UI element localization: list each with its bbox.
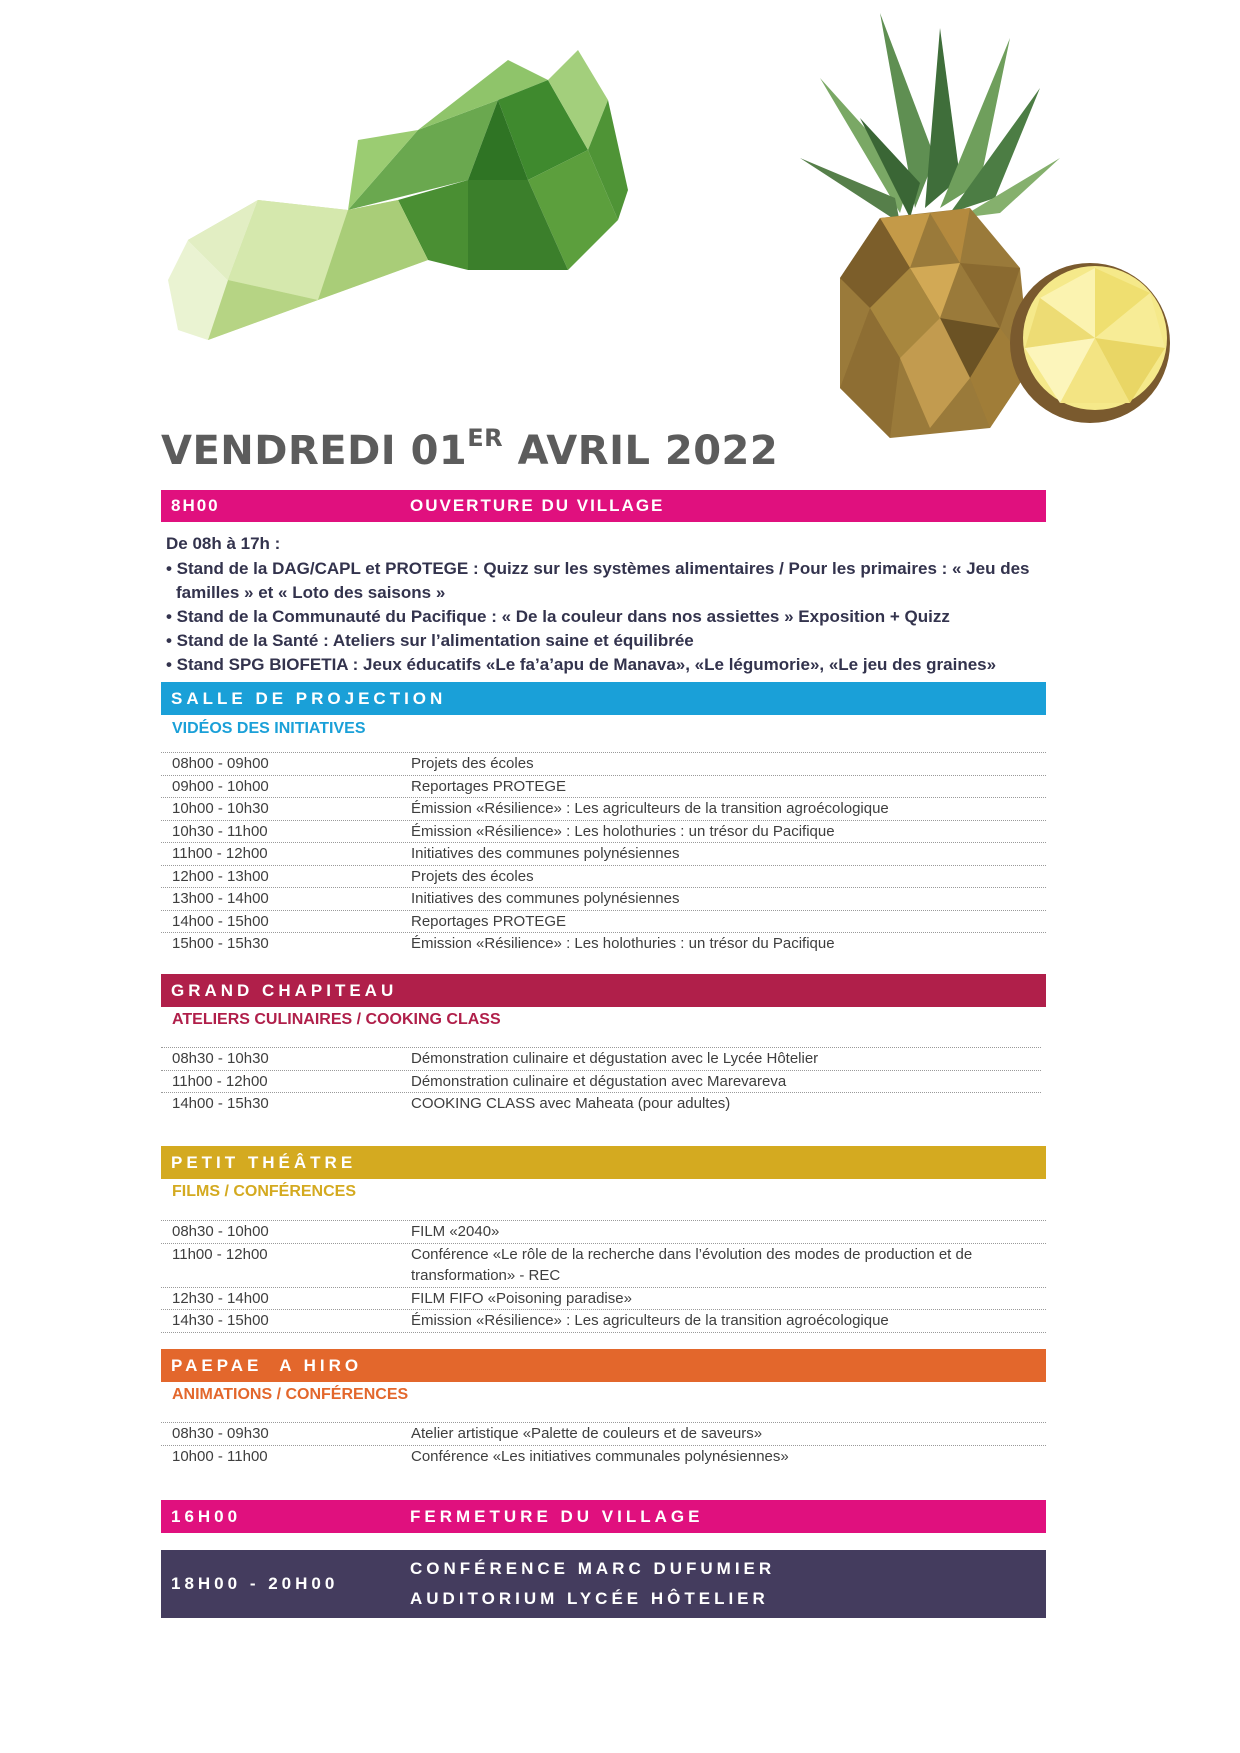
- row-desc: Projets des écoles: [411, 867, 534, 885]
- row-desc: Atelier artistique «Palette de couleurs et de saveurs»: [411, 1425, 763, 1442]
- row-time: 14h00 - 15h00: [172, 912, 269, 930]
- conference-venue: AUDITORIUM LYCÉE HÔTELIER: [410, 1589, 769, 1608]
- closing-bar: [161, 1500, 1046, 1533]
- leek-stem: [168, 200, 428, 340]
- table-row: [161, 866, 1046, 889]
- row-time: 09h00 - 10h00: [172, 777, 269, 795]
- row-time: 13h00 - 14h00: [172, 890, 269, 907]
- opening-label: OUVERTURE DU VILLAGE: [410, 496, 665, 515]
- table-row: [161, 821, 1046, 844]
- row-desc: Initiatives des communes polynésiennes: [411, 890, 680, 907]
- stand-item: • Stand de la DAG/CAPL et PROTEGE : Quizz sur les systèmes alimentaires / Pour les primaires : « Jeu des familles » et « Loto des saisons »: [166, 559, 1030, 602]
- projection-schedule: [161, 752, 1046, 955]
- table-row: [161, 933, 1046, 955]
- table-row: [161, 1220, 1046, 1244]
- conference-time: 18H00 - 20H00: [171, 1574, 339, 1593]
- stand-item: • Stand SPG BIOFETIA : Jeux éducatifs «Le fa’a’apu de Manava», «Le légumorie», «Le jeu des graines»: [166, 655, 997, 674]
- title-superscript: ER: [467, 424, 504, 452]
- table-row: [161, 1288, 1046, 1311]
- table-row: [161, 911, 1046, 934]
- row-desc: Démonstration culinaire et dégustation avec Marevareva: [411, 1072, 787, 1090]
- leek-illustration: [168, 40, 628, 350]
- title-rest: AVRIL 2022: [503, 428, 779, 474]
- row-time: 11h00 - 12h00: [172, 845, 268, 862]
- row-time: 11h00 - 12h00: [172, 1245, 268, 1263]
- row-desc: Conférence «Les initiatives communales polynésiennes»: [411, 1447, 789, 1465]
- table-row: [161, 1071, 1041, 1094]
- pineapple-body: [840, 208, 1030, 438]
- row-time: 08h00 - 09h00: [172, 755, 269, 772]
- paepae-subtitle: ANIMATIONS / CONFÉRENCES: [172, 1386, 409, 1403]
- page-title: [161, 424, 778, 474]
- table-row: [161, 843, 1046, 866]
- table-row: [161, 1093, 1041, 1115]
- table-row: [161, 1446, 1046, 1468]
- pineapple-slice: [1010, 263, 1170, 423]
- chapiteau-subtitle: ATELIERS CULINAIRES / COOKING CLASS: [172, 1011, 501, 1028]
- row-desc: Conférence «Le rôle de la recherche dans l’évolution des modes de production et de transformation» - REC: [411, 1245, 973, 1284]
- row-desc: Reportages PROTEGE: [411, 912, 567, 930]
- projection-header: [161, 682, 1046, 715]
- row-desc: FILM FIFO «Poisoning paradise»: [411, 1289, 632, 1307]
- theatre-title: PETIT THÉÂTRE: [171, 1153, 357, 1172]
- chapiteau-header: [161, 974, 1046, 1007]
- conference-title: CONFÉRENCE MARC DUFUMIER: [410, 1559, 776, 1578]
- row-desc: Émission «Résilience» : Les agriculteurs de la transition agroécologique: [411, 1312, 889, 1329]
- row-desc: Émission «Résilience» : Les agriculteurs de la transition agroécologique: [411, 800, 889, 817]
- theatre-subtitle: FILMS / CONFÉRENCES: [172, 1183, 357, 1200]
- row-time: 15h00 - 15h30: [172, 935, 269, 952]
- opening-time: 8H00: [171, 496, 220, 515]
- conference-bar: [161, 1550, 1046, 1618]
- row-time: 12h30 - 14h00: [172, 1289, 269, 1307]
- title-main: VENDREDI 01: [161, 428, 468, 474]
- theatre-schedule: [161, 1220, 1046, 1333]
- row-time: 14h00 - 15h30: [172, 1095, 269, 1112]
- table-row: [161, 1310, 1046, 1333]
- row-time: 10h00 - 11h00: [172, 1447, 268, 1465]
- pineapple-crown: [800, 13, 1060, 223]
- row-time: 08h30 - 10h30: [172, 1050, 269, 1067]
- paepae-header: [161, 1349, 1046, 1382]
- table-row: [161, 888, 1046, 911]
- row-desc: Initiatives des communes polynésiennes: [411, 845, 680, 862]
- row-desc: Projets des écoles: [411, 755, 534, 772]
- closing-label: FERMETURE DU VILLAGE: [410, 1507, 704, 1526]
- pineapple-illustration: [800, 8, 1170, 458]
- row-time: 08h30 - 10h00: [172, 1223, 269, 1240]
- projection-subtitle: VIDÉOS DES INITIATIVES: [172, 720, 366, 737]
- row-time: 08h30 - 09h30: [172, 1425, 269, 1442]
- row-time: 12h00 - 13h00: [172, 867, 269, 885]
- table-row: [161, 752, 1046, 776]
- table-row: [161, 776, 1046, 799]
- row-desc: Démonstration culinaire et dégustation avec le Lycée Hôtelier: [411, 1050, 819, 1067]
- row-time: 11h00 - 12h00: [172, 1072, 268, 1090]
- row-desc: Reportages PROTEGE: [411, 777, 567, 795]
- paepae-schedule: [161, 1422, 1046, 1467]
- table-row: [161, 798, 1046, 821]
- opening-bar: [161, 490, 1046, 522]
- chapiteau-title: GRAND CHAPITEAU: [171, 981, 398, 1000]
- row-desc: Émission «Résilience» : Les holothuries : un trésor du Pacifique: [411, 935, 835, 952]
- row-time: 10h30 - 11h00: [172, 822, 268, 840]
- village-stands: [166, 532, 1046, 677]
- row-desc: FILM «2040»: [411, 1223, 500, 1240]
- table-row: [161, 1244, 1046, 1288]
- village-hours: De 08h à 17h :: [166, 534, 281, 553]
- row-time: 10h00 - 10h30: [172, 800, 269, 817]
- row-time: 14h30 - 15h00: [172, 1312, 269, 1329]
- stand-item: • Stand de la Santé : Ateliers sur l’alimentation saine et équilibrée: [166, 631, 694, 650]
- table-row: [161, 1422, 1046, 1446]
- row-desc: Émission «Résilience» : Les holothuries : un trésor du Pacifique: [411, 822, 835, 840]
- row-desc: COOKING CLASS avec Maheata (pour adultes): [411, 1095, 731, 1112]
- table-row: [161, 1047, 1041, 1071]
- chapiteau-schedule: [161, 1047, 1041, 1115]
- stand-item: • Stand de la Communauté du Pacifique : « De la couleur dans nos assiettes » Exposition + Quizz: [166, 607, 950, 626]
- projection-title: SALLE DE PROJECTION: [171, 689, 447, 708]
- paepae-title: PAEPAE A HIRO: [171, 1356, 363, 1375]
- closing-time: 16H00: [171, 1507, 242, 1526]
- theatre-header: [161, 1146, 1046, 1179]
